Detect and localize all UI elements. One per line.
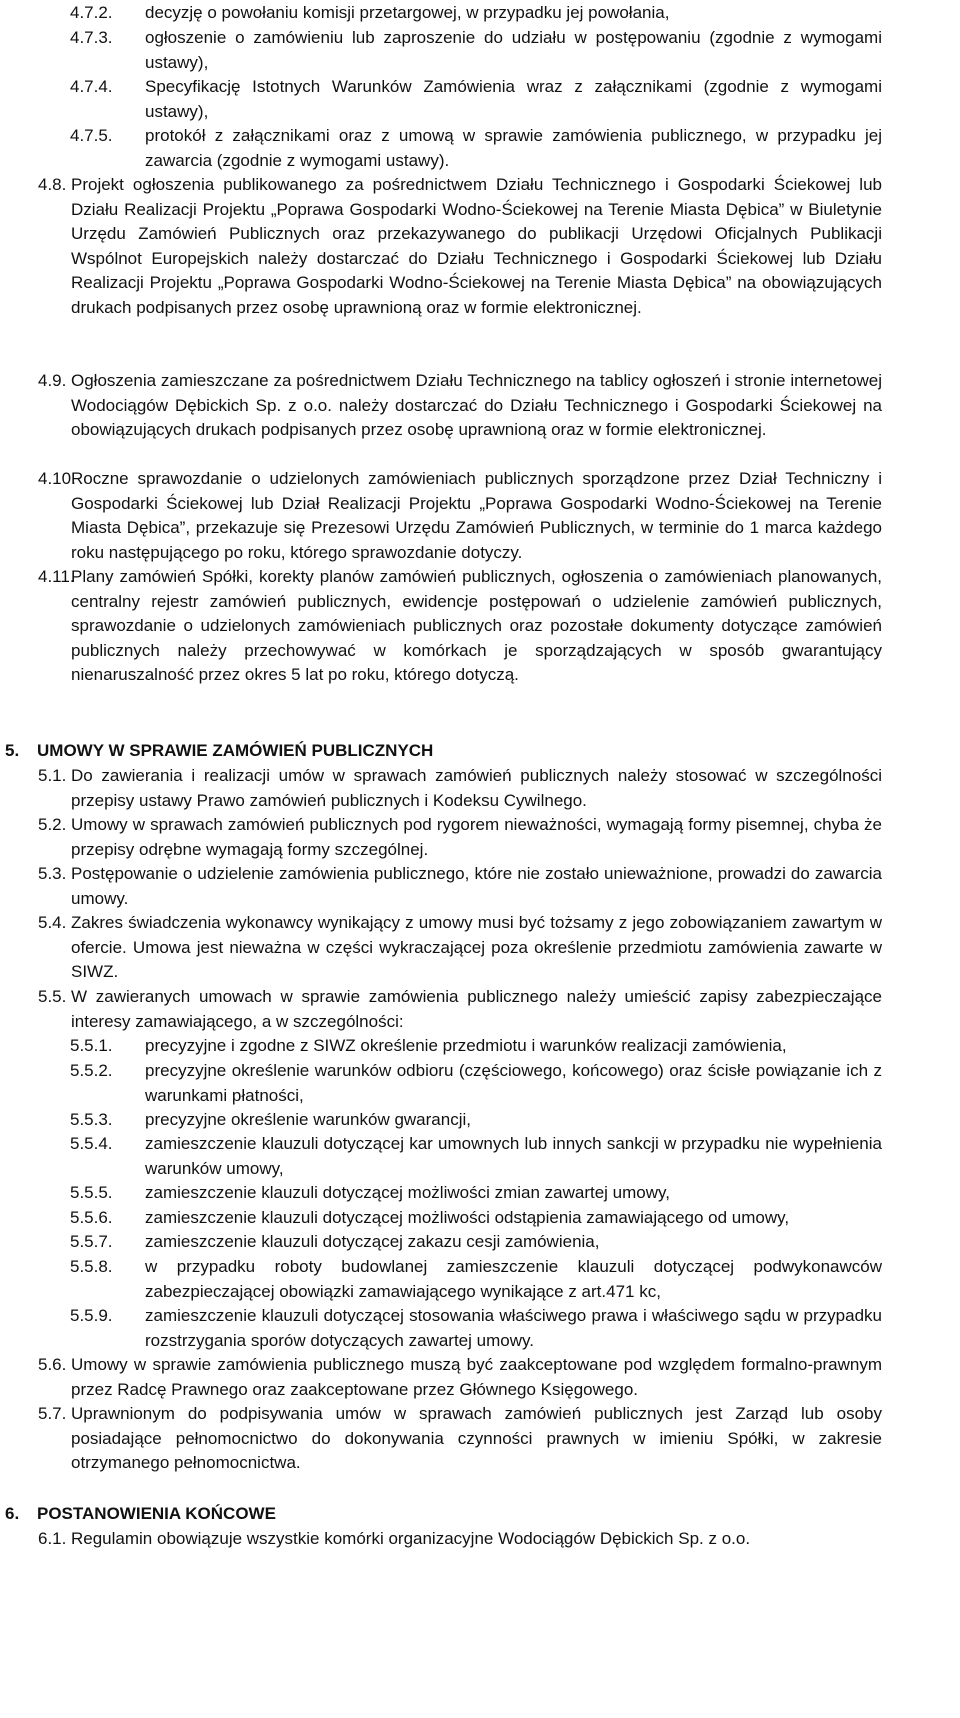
- list-item: [38, 467, 882, 565]
- item-text: Zakres świadczenia wykonawcy wynikający z umowy musi być tożsamy z jego zobowiązaniem zawartym w ofercie. Umowa jest nieważna w części wykraczającej poza określenie przedmiotu zamówienia zawarte w SIWZ.: [71, 913, 882, 981]
- item-number: 4.10.: [38, 469, 76, 488]
- item-number: 5.5.9.: [70, 1306, 113, 1325]
- item-text: Specyfikację Istotnych Warunków Zamówienia wraz z załącznikami (zgodnie z wymogami ustawy),: [145, 77, 882, 121]
- list-item: [38, 985, 882, 1034]
- item-text: W zawieranych umowach w sprawie zamówienia publicznego należy umieścić zapisy zabezpieczające interesy zamawiającego, a w szczególności:: [71, 987, 882, 1031]
- item-number: 4.7.2.: [70, 3, 113, 22]
- list-item: [70, 1206, 882, 1231]
- list-item: [38, 1402, 882, 1476]
- section-number: 5.: [5, 741, 20, 760]
- list-item: [38, 173, 882, 320]
- item-number: 5.5.4.: [70, 1134, 113, 1153]
- item-text: Projekt ogłoszenia publikowanego za pośrednictwem Działu Technicznego i Gospodarki Ściekowej lub Działu Realizacji Projektu „Poprawa Gospodarki Wodno-Ściekowej na Terenie Miasta Dębica” w Biuletynie Urzędu Zamówień Publicznych oraz przekazywanego do publikacji Urzędowi Oficjalnych Publikacji Wspólnot Europejskich należy dostarczać do Działu Technicznego i Gospodarki Ściekowej lub Działu Realizacji Projektu „Poprawa Gospodarki Wodno-Ściekowej na Terenie Miasta Dębica” na obowiązujących drukach podpisanych przez osobę uprawnioną oraz w formie elektronicznej.: [71, 175, 882, 317]
- item-text: Regulamin obowiązuje wszystkie komórki organizacyjne Wodociągów Dębickich Sp. z o.o.: [71, 1529, 751, 1548]
- list-item: [70, 1059, 882, 1108]
- list-item: [70, 124, 882, 173]
- item-number: 5.6.: [38, 1355, 67, 1374]
- item-number: 5.5.3.: [70, 1110, 113, 1129]
- item-number: 6.1.: [38, 1529, 67, 1548]
- list-item: [70, 1, 882, 26]
- item-text: zamieszczenie klauzuli dotyczącej możliwości zmian zawartej umowy,: [145, 1183, 670, 1202]
- item-number: 4.8.: [38, 175, 67, 194]
- list-item: [38, 862, 882, 911]
- item-text: Ogłoszenia zamieszczane za pośrednictwem Działu Technicznego na tablicy ogłoszeń i stronie internetowej Wodociągów Dębickich Sp. z o.o. należy dostarczać do Działu Technicznego i Gospodarki Ściekowej na obowiązujących drukach podpisanych przez osobę uprawnioną oraz w formie elektronicznej.: [71, 371, 882, 439]
- item-text: Uprawnionym do podpisywania umów w sprawach zamówień publicznych jest Zarząd lub osoby posiadające pełnomocnictwo do dokonywania czynności prawnych w imieniu Spółki, w zakresie otrzymanego pełnomocnictwa.: [71, 1404, 882, 1472]
- item-text: precyzyjne określenie warunków gwarancji,: [145, 1110, 471, 1129]
- list-item: [70, 1304, 882, 1353]
- list-item: [38, 1353, 882, 1402]
- item-text: Do zawierania i realizacji umów w sprawach zamówień publicznych należy stosować w szczególności przepisy ustawy Prawo zamówień publicznych i Kodeksu Cywilnego.: [71, 766, 882, 810]
- item-number: 4.7.3.: [70, 28, 113, 47]
- list-item: [38, 911, 882, 985]
- item-number: 5.1.: [38, 766, 67, 785]
- item-text: w przypadku roboty budowlanej zamieszczenie klauzuli dotyczącej podwykonawców zabezpieczającej obowiązki zamawiającego wynikające z art.471 kc,: [145, 1257, 882, 1301]
- item-text: Umowy w sprawach zamówień publicznych pod rygorem nieważności, wymagają formy pisemnej, chyba że przepisy odrębne wymagają formy szczególnej.: [71, 815, 882, 859]
- list-item: [38, 565, 882, 688]
- item-number: 4.7.4.: [70, 77, 113, 96]
- item-number: 5.5.: [38, 987, 67, 1006]
- list-item: [38, 813, 882, 862]
- item-text: Plany zamówień Spółki, korekty planów zamówień publicznych, ogłoszenia o zamówieniach planowanych, centralny rejestr zamówień publicznych, ewidencje postępowań o udzielenie zamówień publicznych, sprawozdanie o udzielonych zamówieniach publicznych oraz pozostałe dokumenty dotyczące zamówień publicznych należy przechowywać w komórkach je sporządzających w sposób gwarantujący nienaruszalność przez okres 5 lat po roku, którego dotyczą.: [71, 567, 882, 684]
- item-text: precyzyjne określenie warunków odbioru (częściowego, końcowego) oraz ścisłe powiązanie ich z warunkami płatności,: [145, 1061, 882, 1105]
- list-item: [38, 369, 882, 443]
- item-text: zamieszczenie klauzuli dotyczącej możliwości odstąpienia zamawiającego od umowy,: [145, 1208, 790, 1227]
- item-number: 5.7.: [38, 1404, 67, 1423]
- item-number: 5.5.7.: [70, 1232, 113, 1251]
- item-number: 5.5.8.: [70, 1257, 113, 1276]
- item-text: precyzyjne i zgodne z SIWZ określenie przedmiotu i warunków realizacji zamówienia,: [145, 1036, 787, 1055]
- item-number: 5.4.: [38, 913, 67, 932]
- item-number: 5.5.6.: [70, 1208, 113, 1227]
- item-text: zamieszczenie klauzuli dotyczącej zakazu cesji zamówienia,: [145, 1232, 600, 1251]
- item-number: 5.3.: [38, 864, 67, 883]
- item-text: Roczne sprawozdanie o udzielonych zamówieniach publicznych sporządzone przez Dział Techniczny i Gospodarki Ściekowej lub Dział Realizacji Projektu „Poprawa Gospodarki Wodno-Ściekowej na Terenie Miasta Dębica”, przekazuje się Prezesowi Urzędu Zamówień Publicznych, w terminie do 1 marca każdego roku następującego po roku, którego sprawozdanie dotyczy.: [71, 469, 882, 562]
- item-number: 5.5.5.: [70, 1183, 113, 1202]
- item-text: Umowy w sprawie zamówienia publicznego muszą być zaakceptowane pod względem formalno-prawnym przez Radcę Prawnego oraz zaakceptowane przez Głównego Księgowego.: [71, 1355, 882, 1399]
- item-text: Postępowanie o udzielenie zamówienia publicznego, które nie zostało unieważnione, prowadzi do zawarcia umowy.: [71, 864, 882, 908]
- section-heading: [5, 1502, 882, 1527]
- list-item: [70, 1255, 882, 1304]
- item-number: 4.7.5.: [70, 126, 113, 145]
- list-item: [70, 75, 882, 124]
- list-item: [70, 1132, 882, 1181]
- item-number: 4.11.: [38, 567, 75, 586]
- list-item: [38, 1527, 882, 1552]
- list-item: [70, 1230, 882, 1255]
- list-item: [38, 764, 882, 813]
- item-text: decyzję o powołaniu komisji przetargowej, w przypadku jej powołania,: [145, 3, 670, 22]
- list-item: [70, 1181, 882, 1206]
- list-item: [70, 1034, 882, 1059]
- item-number: 5.5.2.: [70, 1061, 113, 1080]
- item-text: ogłoszenie o zamówieniu lub zaproszenie do udziału w postępowaniu (zgodnie z wymogami ustawy),: [145, 28, 882, 72]
- item-number: 4.9.: [38, 371, 67, 390]
- item-text: protokół z załącznikami oraz z umową w sprawie zamówienia publicznego, w przypadku jej zawarcia (zgodnie z wymogami ustawy).: [145, 126, 882, 170]
- section-title: UMOWY W SPRAWIE ZAMÓWIEŃ PUBLICZNYCH: [37, 741, 434, 760]
- item-text: zamieszczenie klauzuli dotyczącej kar umownych lub innych sankcji w przypadku nie wypełnienia warunków umowy,: [145, 1134, 882, 1178]
- section-number: 6.: [5, 1504, 20, 1523]
- list-item: [70, 26, 882, 75]
- section-heading: [5, 739, 882, 764]
- list-item: [70, 1108, 882, 1133]
- section-title: POSTANOWIENIA KOŃCOWE: [37, 1504, 276, 1523]
- item-number: 5.5.1.: [70, 1036, 113, 1055]
- item-number: 5.2.: [38, 815, 67, 834]
- item-text: zamieszczenie klauzuli dotyczącej stosowania właściwego prawa i właściwego sądu w przypadku rozstrzygania sporów dotyczących zawartej umowy.: [145, 1306, 882, 1350]
